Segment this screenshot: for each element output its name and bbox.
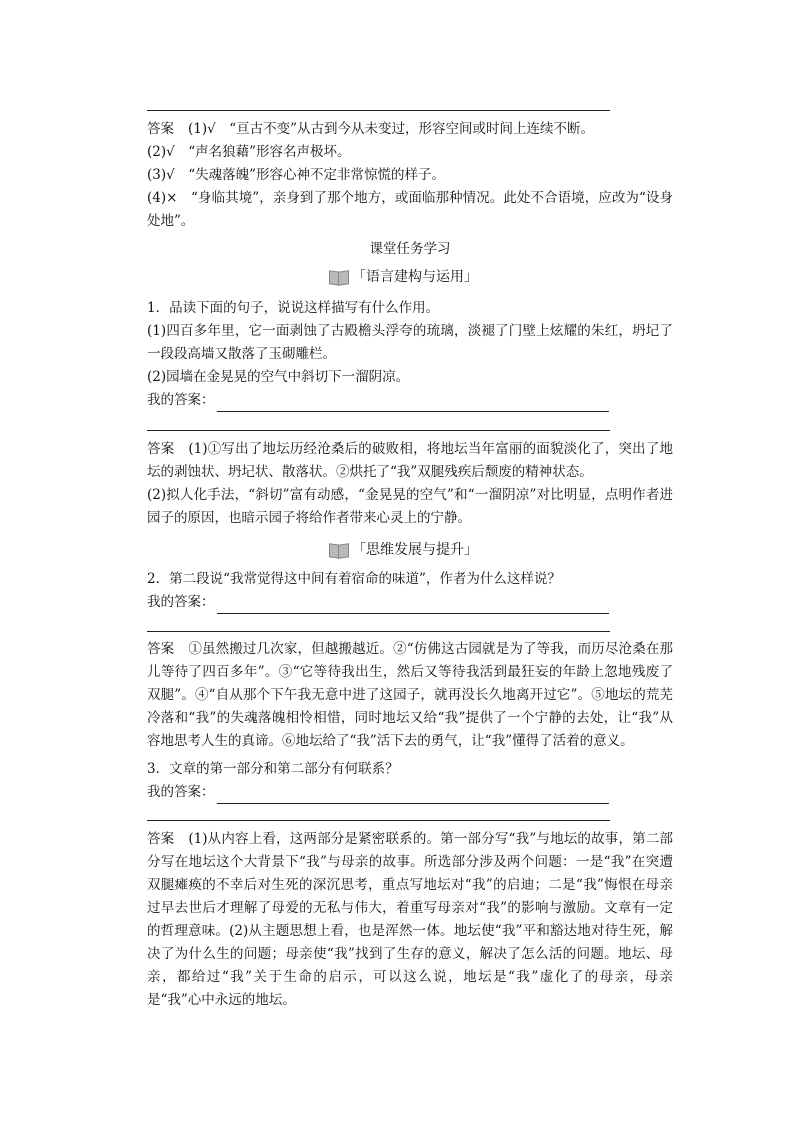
question-1 [147, 297, 673, 412]
answer-item: (3)√ “失魂落魄”形容心神不定非常惊慌的样子。 [147, 167, 446, 183]
answer-label: 答案 [147, 121, 174, 137]
question-3 [147, 758, 673, 804]
my-answer-row [147, 591, 673, 614]
answer-block-1 [147, 118, 673, 233]
quoted-sentence: (1)四百多年里，它一面剥蚀了古殿檐头浮夸的琉璃，淡褪了门壁上炫耀的朱红，坍圮了一段段高墙又散落了玉砌雕栏。 [147, 323, 673, 362]
answer-input-line[interactable] [217, 397, 609, 412]
question-stem: 3．文章的第一部分和第二部分有何联系？ [147, 761, 399, 777]
section-header-1 [328, 267, 478, 287]
my-answer-label: 我的答案： [147, 594, 215, 610]
my-answer-label: 我的答案： [147, 392, 215, 408]
section-title: 课堂任务学习 [369, 241, 451, 257]
section-header-label: 「语言建构与运用」 [352, 268, 478, 285]
answer-item: (1)√ “亘古不变”从古到今从未变过，形容空间或时间上连续不断。 [188, 121, 595, 137]
answer-label: 答案 [147, 831, 175, 847]
answer-input-line[interactable] [217, 789, 609, 804]
answer-block-q3 [147, 828, 673, 1012]
answer-text: (1)从内容上看，这两部分是紧密联系的。第一部分写“我”与地坛的故事，第二部分写在地坛这个大背景下“我”与母亲的故事。所选部分涉及两个问题：一是“我”在突遭双腿瘫痪的不幸后对生死的深沉思考，重点写地坛对“我”的启迪；二是“我”悔恨在母亲过早去世后才理解了母爱的无私与伟大，着重写母亲对“我”的影响与激励。文章有一定的哲理意味。(2)从主题思想上看，也是浑然一体。地坛使“我”平和豁达地对待生死，解决了为什么生的问题；母亲使“我”找到了生存的意义，解决了怎么活的问题。地坛、母亲，都给过“我”关于生命的启示，可以这么说，地坛是“我”虚化了的母亲，母亲是“我”心中永远的地坛。 [147, 831, 673, 1008]
answer-label: 答案 [147, 641, 175, 657]
my-answer-label: 我的答案： [147, 784, 215, 800]
book-icon [328, 269, 350, 285]
section-header-2 [328, 540, 478, 560]
question-stem: 2．第二段说“我常觉得这中间有着宿命的味道”，作者为什么这样说？ [147, 571, 561, 587]
my-answer-row [147, 781, 673, 804]
answer-item: (2)√ “声名狼藉”形容名声极坏。 [147, 144, 351, 160]
answer-block-q2 [147, 638, 673, 753]
answer-text: ①虽然搬过几次家，但越搬越近。②“仿佛这古园就是为了等我，而历尽沧桑在那儿等待了四百多年”。③“它等待我出生，然后又等待我活到最狂妄的年龄上忽地残废了双腿”。④“自从那个下午我无意中进了这园子，就再没长久地离开过它”。⑤地坛的荒芜冷落和“我”的失魂落魄相怜相惜，同时地坛又给“我”提供了一个宁静的去处，让“我”从容地思考人生的真谛。⑥地坛给了“我”活下去的勇气，让“我”懂得了活着的意义。 [147, 641, 674, 749]
answer-text: (2)拟人化手法，“斜切”富有动感，“金晃晃的空气”和“一溜阴凉”对比明显，点明作者进园子的原因，也暗示园子将给作者带来心灵上的宁静。 [147, 487, 673, 526]
answer-block-q1 [147, 438, 673, 530]
book-icon [328, 542, 350, 558]
question-2 [147, 568, 673, 614]
answer-item: (4)× “身临其境”，亲身到了那个地方，或面临那种情况。此处不合语境，应改为“设身处地”。 [147, 190, 673, 229]
quoted-sentence: (2)园墙在金晃晃的空气中斜切下一溜阴凉。 [147, 369, 410, 385]
answer-text: (1)①写出了地坛历经沧桑后的破败相，将地坛当年富丽的面貌淡化了，突出了地坛的剥蚀状、坍圮状、散落状。②烘托了“我”双腿残疾后颓废的精神状态。 [147, 441, 674, 480]
answer-label: 答案 [147, 441, 175, 457]
answer-input-line[interactable] [147, 631, 610, 632]
answer-input-line[interactable] [147, 820, 610, 821]
answer-input-line[interactable] [217, 599, 609, 614]
question-stem: 1．品读下面的句子，说说这样描写有什么作用。 [147, 300, 440, 316]
section-header-label: 「思维发展与提升」 [352, 541, 478, 558]
divider [147, 110, 610, 111]
my-answer-row [147, 389, 673, 412]
answer-input-line[interactable] [147, 430, 610, 431]
